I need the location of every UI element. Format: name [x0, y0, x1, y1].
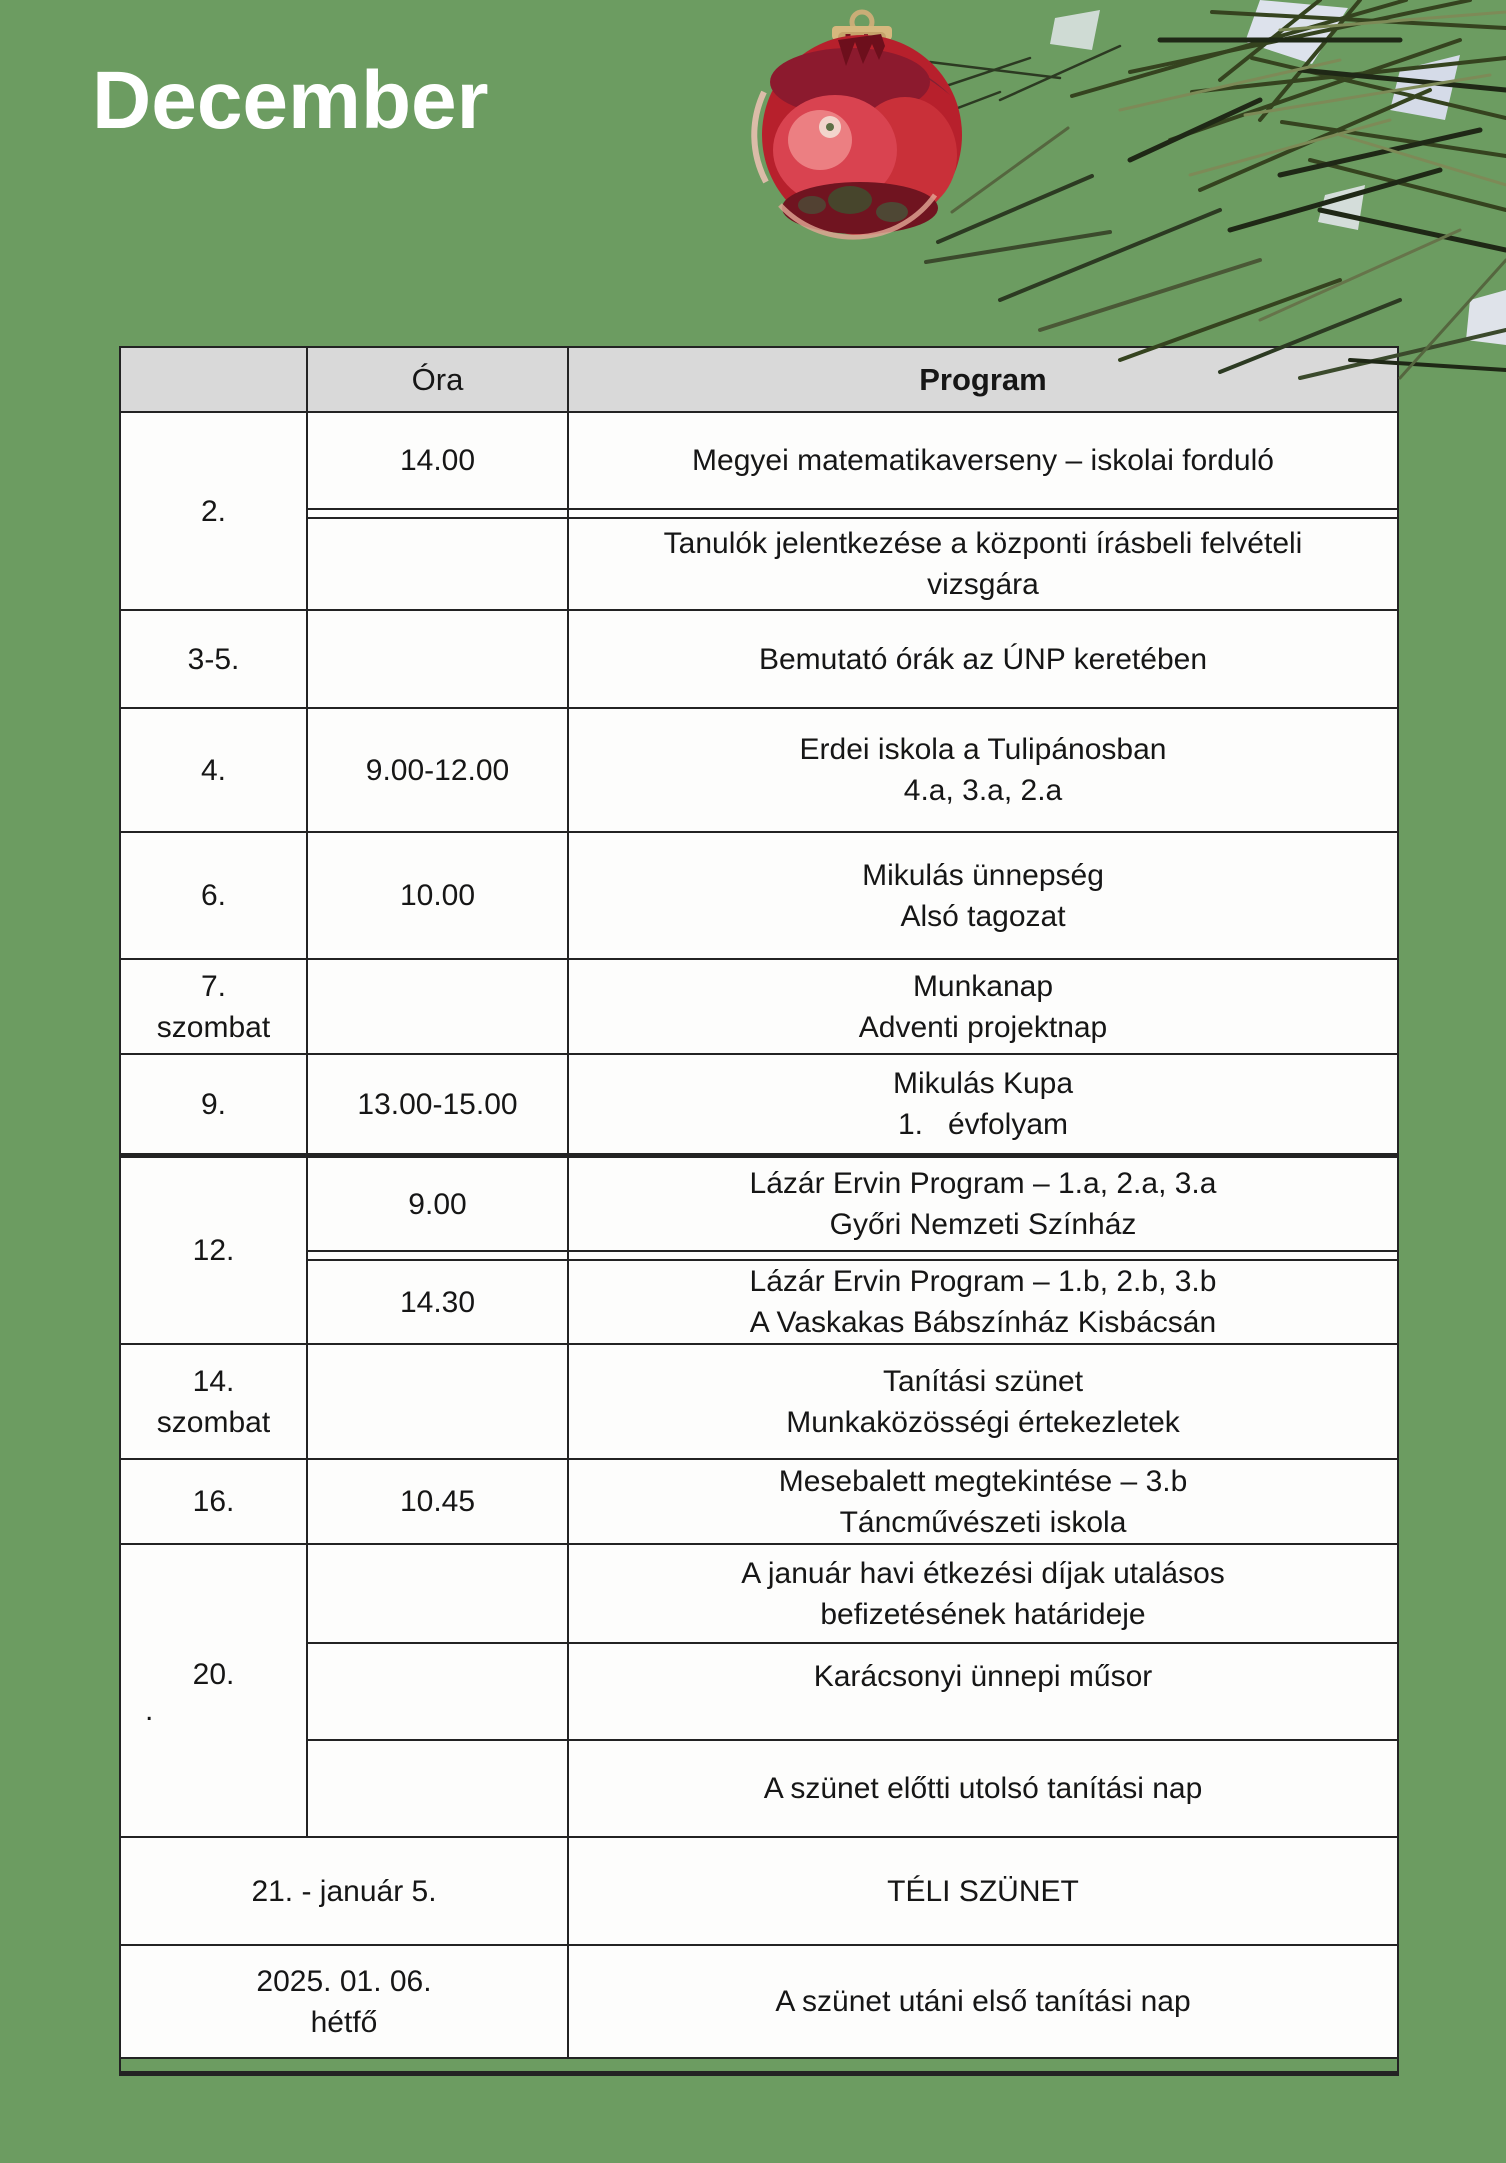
program-cell: A január havi étkezési díjak utalásos befizetésének határideje	[569, 1545, 1397, 1644]
date-cell: 4.	[121, 709, 308, 833]
pine-needles-back	[1072, 0, 1506, 210]
date-cell: 7. szombat	[121, 960, 308, 1055]
program-cell: Erdei iskola a Tulipánosban 4.a, 3.a, 2.a	[569, 709, 1397, 833]
program-cell: Lázár Ervin Program – 1.b, 2.b, 3.b A Vaskakas Bábszínház Kisbácsán	[569, 1261, 1397, 1345]
program-cell: Bemutató órák az ÚNP keretében	[569, 611, 1397, 709]
christmas-ornament-image	[700, 0, 1506, 380]
date-cell: 16.	[121, 1460, 308, 1545]
time-cell	[308, 1644, 569, 1741]
sky-patch	[1318, 185, 1365, 230]
program-cell: TÉLI SZÜNET	[569, 1838, 1397, 1946]
header-time-cell	[308, 348, 569, 413]
time-cell: 14.00	[308, 413, 569, 510]
december-schedule-table	[119, 346, 1399, 2076]
time-cell: 13.00-15.00	[308, 1055, 569, 1153]
program-cell: Tanítási szünet Munkaközösségi értekezletek	[569, 1345, 1397, 1460]
row-separator	[569, 1252, 1397, 1261]
twig-lines	[880, 46, 1120, 128]
program-cell: Mikulás ünnepség Alsó tagozat	[569, 833, 1397, 960]
ornament-cap	[832, 12, 892, 74]
time-cell: 10.00	[308, 833, 569, 960]
program-cell: A szünet utáni első tanítási nap	[569, 1946, 1397, 2059]
date-cell: 20. .	[121, 1545, 308, 1838]
header-program-label: Program	[919, 362, 1047, 397]
time-cell	[308, 1545, 569, 1644]
sky-patch	[1466, 290, 1506, 345]
pine-needles-light	[1120, 12, 1506, 185]
time-cell	[308, 611, 569, 709]
time-cell	[308, 960, 569, 1055]
header-date-cell	[121, 348, 308, 413]
stray-period: .	[145, 1694, 154, 1727]
program-cell: Munkanap Adventi projektnap	[569, 960, 1397, 1055]
date-cell: 6.	[121, 833, 308, 960]
time-cell	[308, 1741, 569, 1838]
row-separator	[569, 510, 1397, 519]
time-cell	[308, 1345, 569, 1460]
sky-patch	[1390, 55, 1460, 120]
row-separator	[308, 1252, 569, 1261]
row-separator	[308, 510, 569, 519]
time-cell: 9.00-12.00	[308, 709, 569, 833]
page-title: December	[92, 55, 489, 146]
date-cell: 2.	[121, 413, 308, 611]
ornament-ball	[754, 34, 962, 237]
program-cell: Tanulók jelentkezése a központi írásbeli felvételi vizsgára	[569, 519, 1397, 611]
header-program-cell	[569, 348, 1397, 413]
pine-needles-front	[926, 128, 1506, 378]
date-cell: 12.	[121, 1158, 308, 1345]
date-cell: 3-5.	[121, 611, 308, 709]
time-cell	[308, 519, 569, 611]
bottom-green-strip	[121, 2059, 1397, 2071]
sky-patch	[1050, 10, 1100, 50]
time-cell: 9.00	[308, 1158, 569, 1252]
time-cell: 10.45	[308, 1460, 569, 1545]
program-cell: Karácsonyi ünnepi műsor	[569, 1644, 1397, 1741]
program-cell: Mikulás Kupa 1. évfolyam	[569, 1055, 1397, 1153]
sky-patch	[1245, 0, 1348, 64]
program-cell: Megyei matematikaverseny – iskolai forduló	[569, 413, 1397, 510]
date-cell: 9.	[121, 1055, 308, 1153]
program-cell: Mesebalett megtekintése – 3.b Táncművészeti iskola	[569, 1460, 1397, 1545]
program-cell: A szünet előtti utolsó tanítási nap	[569, 1741, 1397, 1838]
date-cell: 14. szombat	[121, 1345, 308, 1460]
program-cell: Lázár Ervin Program – 1.a, 2.a, 3.a Győri Nemzeti Színház	[569, 1158, 1397, 1252]
date-cell-merged: 2025. 01. 06. hétfő	[121, 1946, 569, 2059]
pine-needles-dark	[1130, 40, 1506, 250]
date-cell-merged: 21. - január 5.	[121, 1838, 569, 1946]
time-cell: 14.30	[308, 1261, 569, 1345]
header-time-label: Óra	[411, 362, 464, 397]
